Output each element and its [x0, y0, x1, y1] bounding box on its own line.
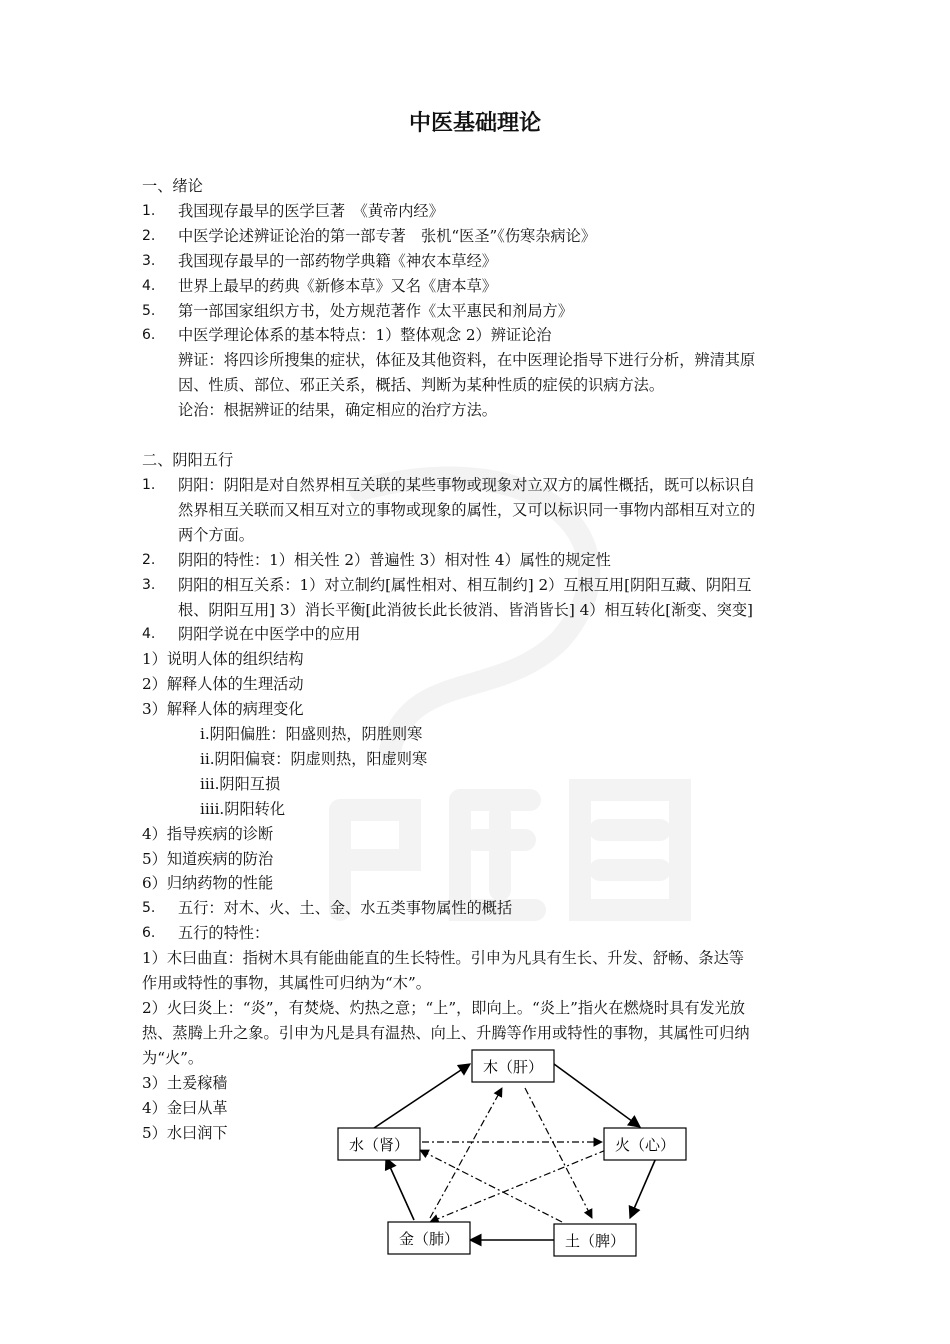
sub-item: iiii.阴阳转化	[200, 799, 286, 818]
list-item	[142, 921, 822, 946]
item-text: 阴阳的特性：1）相关性 2）普遍性 3）相对性 4）属性的规定性	[178, 550, 611, 569]
bianzheng-line: 辨证：将四诊所搜集的症状，体征及其他资料，在中医理论指导下进行分析，辨清其原	[178, 351, 756, 370]
wood-property-line: 1）木曰曲直：指树木具有能曲能直的生长特性。引申为凡具有生长、升发、舒畅、条达等	[142, 949, 744, 968]
arrow-wood-to-fire	[554, 1064, 640, 1127]
item-text: 我国现存最早的医学巨著 《黄帝内经》	[178, 201, 444, 220]
node-earth	[554, 1224, 636, 1256]
list-item	[142, 473, 822, 548]
list-item	[142, 249, 822, 274]
document-body	[142, 174, 822, 1145]
document-title: 中医基础理论	[408, 111, 541, 136]
item-number: 4.	[142, 277, 156, 294]
application-item: 4）指导疾病的诊断	[142, 824, 274, 843]
node-label: 金（肺）	[398, 1230, 460, 1248]
list-item	[142, 896, 822, 921]
item-text: 然界相互关联而又相互对立的事物或现象的属性，又可以标识同一事物内部相互对立的	[178, 500, 756, 519]
fire-property-line: 为“火”。	[142, 1048, 204, 1067]
item-number: 1.	[142, 476, 156, 493]
item-number: 2.	[142, 227, 156, 244]
element-property-line: 3）土爰稼穑	[142, 1073, 228, 1092]
element-property-line: 5）水曰润下	[142, 1123, 228, 1142]
wood-property-line: 作用或特性的事物，其属性可归纳为“木”。	[142, 974, 431, 993]
item-text: 阴阳：阴阳是对自然界相互关联的某些事物或现象对立双方的属性概括，既可以标识自	[178, 475, 756, 494]
application-item: 2）解释人体的生理活动	[142, 675, 304, 694]
controlling-cycle	[420, 1088, 606, 1222]
lunzhi-line: 论治：根据辨证的结果，确定相应的治疗方法。	[178, 401, 497, 420]
list-item	[142, 323, 822, 348]
item-text: 我国现存最早的一部药物学典籍《神农本草经》	[178, 251, 497, 270]
item-number: 3.	[142, 576, 156, 593]
fire-property-line: 热、蒸腾上升之象。引申为凡是具有温热、向上、升腾等作用或特性的事物，其属性可归纳	[142, 1023, 750, 1042]
arrow-fire-to-earth	[630, 1158, 656, 1218]
application-item: 6）归纳药物的性能	[142, 874, 274, 893]
item-text: 世界上最早的药典《新修本草》又名《唐本草》	[178, 276, 497, 295]
item-number: 3.	[142, 252, 156, 269]
node-label: 土（脾）	[564, 1232, 626, 1250]
node-metal	[388, 1222, 470, 1254]
arrow-wood-to-earth	[525, 1088, 592, 1218]
five-elements-diagram	[330, 1040, 700, 1270]
node-fire	[604, 1128, 686, 1160]
item-number: 2.	[142, 551, 156, 568]
sub-item: ii.阴阳偏衰：阴虚则热，阳虚则寒	[200, 749, 428, 768]
item-number: 1.	[142, 202, 156, 219]
item-text: 第一部国家组织方书，处方规范著作《太平惠民和剂局方》	[178, 301, 573, 320]
node-label: 木（肝）	[482, 1058, 544, 1076]
node-water	[338, 1128, 420, 1160]
item-text: 中医学论述辨证论治的第一部专著 张机“医圣”《伤寒杂病论》	[178, 226, 596, 245]
list-item	[142, 573, 822, 623]
item-text: 根、阴阳互用] 3）消长平衡[此消彼长此长彼消、皆消皆长] 4）相互转化[渐变、突变]	[178, 600, 753, 619]
sub-item: iii.阴阳互损	[200, 774, 281, 793]
arrow-earth-to-water	[420, 1150, 562, 1222]
item-text: 五行的特性：	[178, 924, 270, 943]
arrow-fire-to-metal	[430, 1150, 606, 1222]
list-item	[142, 622, 822, 647]
sub-item: i.阴阳偏胜：阳盛则热，阴胜则寒	[200, 725, 423, 744]
item-number: 5.	[142, 900, 156, 917]
list-item	[142, 199, 822, 224]
arrow-metal-to-wood	[430, 1088, 502, 1218]
list-item	[142, 548, 822, 573]
fire-property-line: 2）火曰炎上：“炎”，有焚烧、灼热之意；“上”，即向上。“炎上”指火在燃烧时具有发光放	[142, 999, 745, 1017]
element-property-line: 4）金曰从革	[142, 1098, 228, 1117]
section-heading: 一、绪论	[142, 177, 203, 195]
item-text: 中医学理论体系的基本特点：1）整体观念 2）辨证论治	[178, 326, 552, 345]
node-label: 水（肾）	[348, 1136, 410, 1154]
item-text: 阴阳学说在中医学中的应用	[178, 625, 361, 644]
node-label: 火（心）	[614, 1136, 676, 1154]
item-number: 6.	[142, 327, 156, 344]
item-number: 4.	[142, 626, 156, 643]
list-item	[142, 274, 822, 299]
application-item: 1）说明人体的组织结构	[142, 650, 304, 669]
application-item: 5）知道疾病的防治	[142, 849, 274, 868]
item-text: 两个方面。	[178, 525, 254, 544]
item-number: 6.	[142, 925, 156, 942]
node-wood	[472, 1050, 554, 1082]
application-item: 3）解释人体的病理变化	[142, 700, 304, 719]
bianzheng-line: 因、性质、部位、邪正关系，概括、判断为某种性质的症侯的识病方法。	[178, 376, 664, 395]
arrow-water-to-wood	[374, 1064, 470, 1128]
list-item	[142, 299, 822, 324]
list-item	[142, 224, 822, 249]
item-number: 5.	[142, 302, 156, 319]
section-heading: 二、阴阳五行	[142, 451, 234, 470]
item-text: 阴阳的相互关系：1）对立制约[属性相对、相互制约] 2）互根互用[阴阳互藏、阴阳互	[178, 575, 752, 594]
item-text: 五行：对木、火、土、金、水五类事物属性的概括	[178, 899, 513, 918]
arrow-metal-to-water	[386, 1158, 414, 1220]
section-gap	[142, 423, 822, 448]
